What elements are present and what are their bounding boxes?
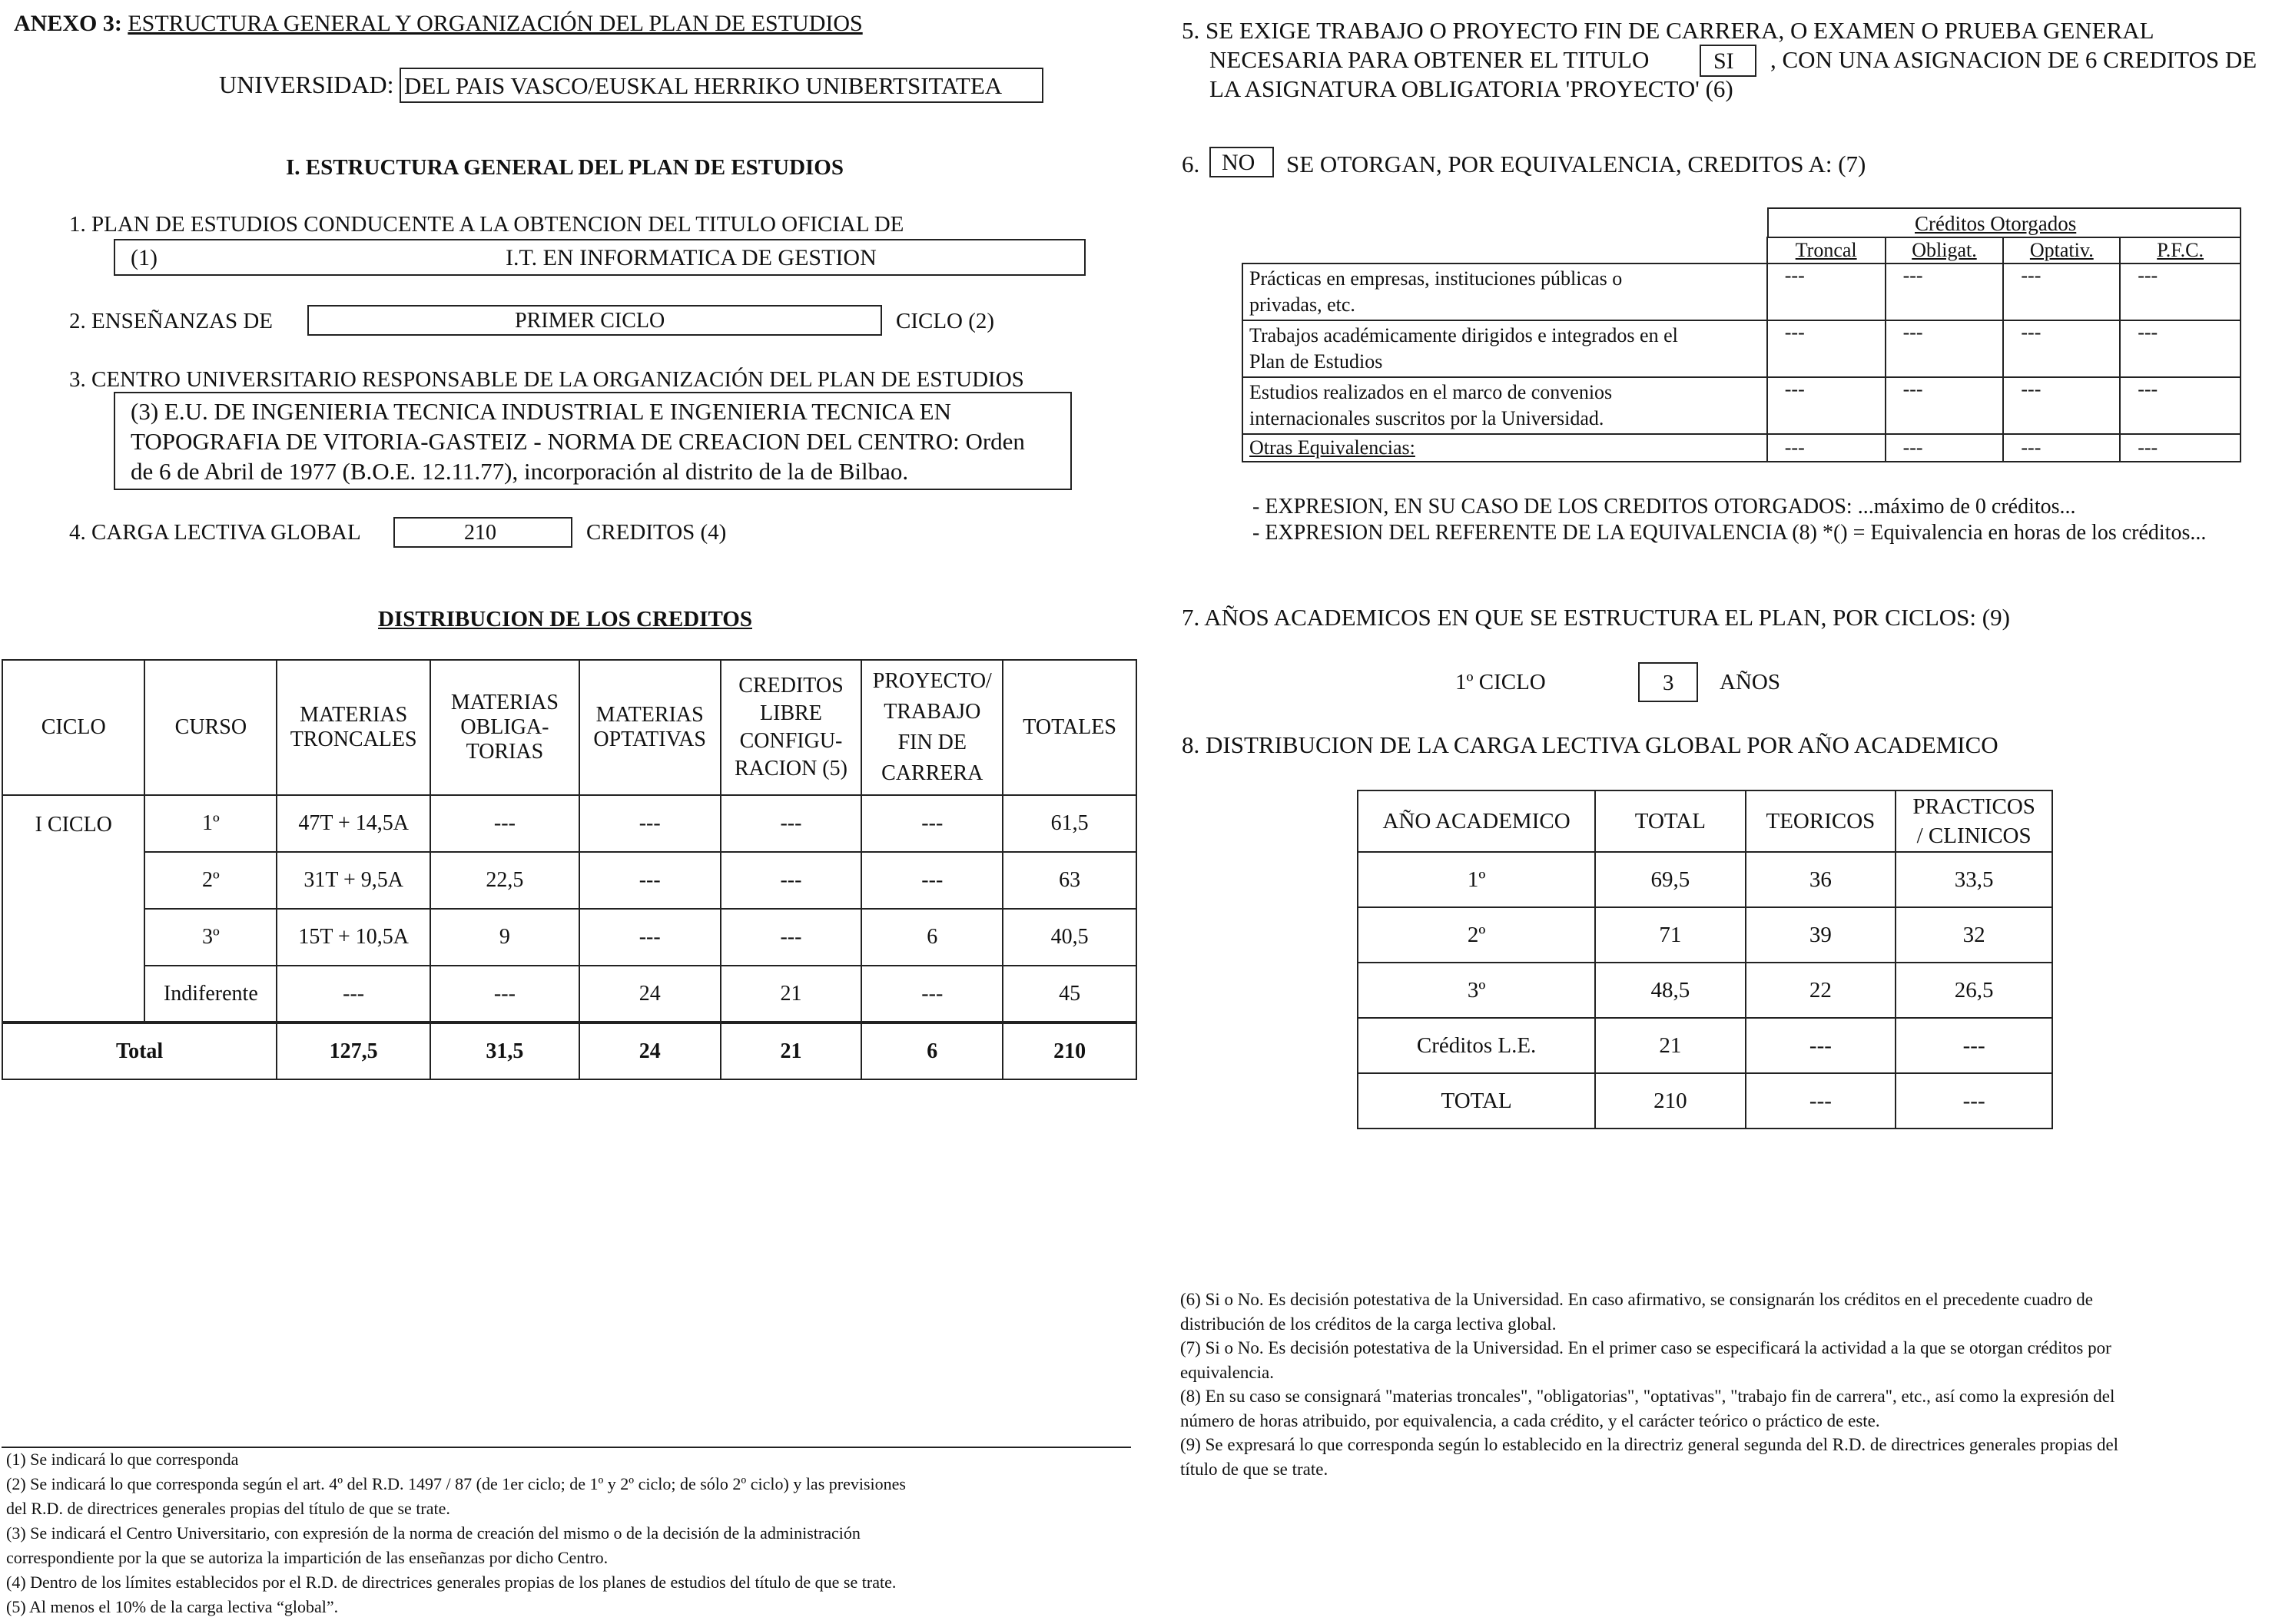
equiv-group-header (1767, 207, 2241, 238)
total-cell: 63 (1003, 852, 1136, 909)
footnote-line: (4) Dentro de los límites establecidos por el R.D. de directrices generales propias de los planes de estudios del título de que se trate. (6, 1573, 897, 1592)
item1-label: 1. PLAN DE ESTUDIOS CONDUCENTE A LA OBTENCION DEL TITULO OFICIAL DE (69, 212, 904, 237)
university-value: DEL PAIS VASCO/EUSKAL HERRIKO UNIBERTSITATEA (404, 72, 1003, 99)
footnote-line: (6) Si o No. Es decisión potestativa de la Universidad. En caso afirmativo, se consignarán los créditos en el precedente cuadro de (1180, 1290, 2093, 1309)
troncales-cell: 31T + 9,5A (277, 852, 430, 909)
item6-value: NO (1222, 150, 1255, 175)
equiv-row-label: Estudios realizados en el marco de convenios internacionales suscritos por la Universidad. (1242, 377, 1767, 434)
footnote-line: título de que se trate. (1180, 1459, 1328, 1479)
item7-unit: AÑOS (1720, 670, 1780, 694)
total-label-cell: Total (2, 1022, 277, 1079)
troncales-cell: 47T + 14,5A (277, 795, 430, 852)
equiv-cell: --- (2003, 263, 2120, 320)
item5-line2a: NECESARIA PARA OBTENER EL TITULO (1209, 46, 1650, 73)
table-row (1242, 377, 2241, 434)
carga-anio-cell: 2º (1358, 907, 1595, 963)
curso-cell: 2º (144, 852, 277, 909)
carga-teoricos-cell: --- (1746, 1073, 1896, 1129)
equiv-cell: --- (1767, 320, 1886, 377)
table-row (1358, 852, 2052, 907)
troncales-cell: --- (277, 966, 430, 1022)
footnote-line: (2) Se indicará lo que corresponda según el art. 4º del R.D. 1497 / 87 (de 1er ciclo; de 1º y 2º ciclo; de sólo 2º ciclo) y las previsiones (6, 1474, 906, 1493)
footnote-line: (8) En su caso se consignará "materias troncales", "obligatorias", "optativas", "trabajo fin de carrera", etc., así como la expresión del (1180, 1387, 2115, 1406)
proyecto-cell: --- (861, 852, 1003, 909)
table-row (2, 852, 1136, 909)
item6-text: SE OTORGAN, POR EQUIVALENCIA, CREDITOS A: (7) (1286, 151, 1866, 177)
equiv-cell: --- (2003, 320, 2120, 377)
libre-cell: --- (721, 852, 862, 909)
equiv-blank-cell (1242, 237, 1767, 263)
proyecto-cell: 6 (861, 909, 1003, 966)
distribution-header-row (2, 660, 1136, 795)
item6-num: 6. (1182, 151, 1200, 177)
header-ciclo: CICLO (2, 660, 144, 795)
footnote-line: del R.D. de directrices generales propias del título de que se trate. (6, 1499, 450, 1518)
item5-line1: 5. SE EXIGE TRABAJO O PROYECTO FIN DE CARRERA, O EXAMEN O PRUEBA GENERAL (1182, 17, 2154, 44)
annex-title: ESTRUCTURA GENERAL Y ORGANIZACIÓN DEL PLAN DE ESTUDIOS (128, 11, 863, 36)
obligatorias-cell: 9 (430, 909, 579, 966)
total-cell: 45 (1003, 966, 1136, 1022)
optativas-cell: --- (579, 852, 721, 909)
equiv-cell: --- (2120, 377, 2241, 434)
carga-teoricos-cell: 22 (1746, 963, 1896, 1018)
item6-box (1209, 147, 1274, 177)
libre-cell: 21 (721, 966, 862, 1022)
carga-anio-cell: TOTAL (1358, 1073, 1595, 1129)
footnote-line: (1) Se indicará lo que corresponda (6, 1450, 239, 1469)
carga-header-total: TOTAL (1595, 790, 1745, 852)
equiv-group-label: Créditos Otorgados (1915, 212, 2077, 235)
item3-label: 3. CENTRO UNIVERSITARIO RESPONSABLE DE LA ORGANIZACIÓN DEL PLAN DE ESTUDIOS (69, 367, 1024, 392)
carga-practicos-cell: 26,5 (1896, 963, 2052, 1018)
optativas-cell: --- (579, 795, 721, 852)
equiv-cell: --- (1767, 434, 1886, 462)
curso-cell: 1º (144, 795, 277, 852)
item1-ref: (1) (131, 245, 158, 270)
item8: 8. DISTRIBUCION DE LA CARGA LECTIVA GLOBAL POR AÑO ACADEMICO (1182, 731, 1998, 758)
equiv-cell: --- (2003, 434, 2120, 462)
item5-line2 (1209, 46, 1649, 74)
header-libre: CREDITOS LIBRE CONFIGU- RACION (5) (721, 660, 862, 795)
carga-teoricos-cell: 39 (1746, 907, 1896, 963)
total-row (2, 1022, 1136, 1079)
expression-1: - EXPRESION, EN SU CASO DE LOS CREDITOS OTORGADOS: ...máximo de 0 créditos... (1252, 495, 2076, 519)
annex-heading: ANEXO 3: ESTRUCTURA GENERAL Y ORGANIZACIÓN DEL PLAN DE ESTUDIOS (14, 11, 863, 36)
footnote-line: (9) Se expresará lo que corresponda según lo establecido en la directriz general segunda del R.D. de directrices generales propias del (1180, 1435, 2119, 1454)
footnote-line: correspondiente por la que se autoriza la impartición de las enseñanzas por dicho Centro. (6, 1548, 609, 1567)
carga-header-teoricos: TEORICOS (1746, 790, 1896, 852)
obligatorias-cell: --- (430, 795, 579, 852)
carga-teoricos-cell: 36 (1746, 852, 1896, 907)
equiv-cell: --- (2120, 263, 2241, 320)
distribution-table (2, 659, 1137, 1080)
item7-value: 3 (1663, 671, 1674, 695)
troncales-cell: 15T + 10,5A (277, 909, 430, 966)
carga-practicos-cell: 33,5 (1896, 852, 2052, 907)
item5-line2b: , CON UNA ASIGNACION DE 6 CREDITOS DE (1770, 46, 2257, 73)
table-row (1358, 963, 2052, 1018)
equiv-cell: --- (2120, 434, 2241, 462)
curso-cell: Indiferente (144, 966, 277, 1022)
header-optativas: MATERIAS OPTATIVAS (579, 660, 721, 795)
grand-total-cell: 210 (1003, 1022, 1136, 1079)
item2-suffix: CICLO (2) (896, 309, 995, 333)
troncales-total-cell: 127,5 (277, 1022, 430, 1079)
item3-line2: TOPOGRAFIA DE VITORIA-GASTEIZ - NORMA DE CREACION DEL CENTRO: Orden (131, 428, 1025, 455)
carga-anio-cell: Créditos L.E. (1358, 1018, 1595, 1073)
item4-value: 210 (464, 521, 496, 545)
item7: 7. AÑOS ACADEMICOS EN QUE SE ESTRUCTURA EL PLAN, POR CICLOS: (9) (1182, 604, 2010, 631)
proyecto-total-cell: 6 (861, 1022, 1003, 1079)
equiv-col-troncal: Troncal (1767, 237, 1886, 263)
table-row (1242, 434, 2241, 462)
item2-value: PRIMER CICLO (515, 309, 665, 333)
carga-practicos-cell: --- (1896, 1073, 2052, 1129)
header-proyecto: PROYECTO/ TRABAJO FIN DE CARRERA (861, 660, 1003, 795)
table-row (2, 795, 1136, 852)
item4-box (393, 517, 572, 548)
equiv-cell: --- (1886, 434, 2004, 462)
table-row (1358, 1018, 2052, 1073)
equiv-cell: --- (1767, 377, 1886, 434)
carga-anio-cell: 3º (1358, 963, 1595, 1018)
carga-total-cell: 210 (1595, 1073, 1745, 1129)
footnote-line: (5) Al menos el 10% de la carga lectiva “global”. (6, 1597, 339, 1616)
footnotes-right (1180, 1288, 2118, 1481)
carga-practicos-cell: 32 (1896, 907, 2052, 963)
table-row (2, 909, 1136, 966)
footnote-line: (3) Se indicará el Centro Universitario, con expresión de la norma de creación del mismo o de la decisión de la administración (6, 1523, 861, 1543)
item4-suffix: CREDITOS (4) (586, 520, 727, 545)
optativas-cell: --- (579, 909, 721, 966)
libre-cell: --- (721, 909, 862, 966)
carga-header-anio: AÑO ACADEMICO (1358, 790, 1595, 852)
header-totales: TOTALES (1003, 660, 1136, 795)
footnotes-left (6, 1447, 906, 1619)
header-obligatorias: MATERIAS OBLIGA- TORIAS (430, 660, 579, 795)
ciclo-cell: I CICLO (2, 795, 144, 1022)
footnote-line: (7) Si o No. Es decisión potestativa de la Universidad. En el primer caso se especificará la actividad a la que se otorgan créditos por (1180, 1338, 2111, 1357)
proyecto-cell: --- (861, 795, 1003, 852)
footnote-line: equivalencia. (1180, 1362, 1274, 1382)
optativas-total-cell: 24 (579, 1022, 721, 1079)
equiv-table (1242, 237, 2241, 462)
carga-total-cell: 71 (1595, 907, 1745, 963)
total-cell: 40,5 (1003, 909, 1136, 966)
item1-box (114, 239, 1086, 276)
proyecto-cell: --- (861, 966, 1003, 1022)
item3-box (114, 392, 1072, 490)
item2-box (307, 305, 882, 336)
item5-value: SI (1713, 48, 1734, 74)
item7-box (1638, 662, 1698, 702)
libre-total-cell: 21 (721, 1022, 862, 1079)
item5-line3: LA ASIGNATURA OBLIGATORIA 'PROYECTO' (6) (1209, 75, 1733, 102)
footnote-line: distribución de los créditos de la carga lectiva global. (1180, 1314, 1557, 1334)
carga-total-cell: 48,5 (1595, 963, 1745, 1018)
equiv-col-obligat: Obligat. (1886, 237, 2004, 263)
equiv-header-row (1242, 237, 2241, 263)
table-row (1242, 320, 2241, 377)
university-box (400, 68, 1043, 103)
carga-practicos-cell: --- (1896, 1018, 2052, 1073)
carga-total-cell: 21 (1595, 1018, 1745, 1073)
obligatorias-cell: --- (430, 966, 579, 1022)
annex-label: ANEXO 3 (14, 11, 114, 36)
equiv-row-label: Otras Equivalencias: (1242, 434, 1767, 462)
equiv-col-optativ: Optativ. (2003, 237, 2120, 263)
expression-2: - EXPRESION DEL REFERENTE DE LA EQUIVALENCIA (8) *() = Equivalencia en horas de los créditos... (1252, 521, 2207, 545)
carga-teoricos-cell: --- (1746, 1018, 1896, 1073)
optativas-cell: 24 (579, 966, 721, 1022)
table-row (1242, 263, 2241, 320)
carga-header-practicos: PRACTICOS / CLINICOS (1896, 790, 2052, 852)
table-row (1358, 907, 2052, 963)
equiv-cell: --- (1886, 377, 2004, 434)
item3-line3: de 6 de Abril de 1977 (B.O.E. 12.11.77), incorporación al distrito de la de Bilbao. (131, 458, 909, 485)
obligatorias-total-cell: 31,5 (430, 1022, 579, 1079)
header-troncales: MATERIAS TRONCALES (277, 660, 430, 795)
distribution-title: DISTRIBUCION DE LOS CREDITOS (378, 607, 752, 631)
item3-line1: (3) E.U. DE INGENIERIA TECNICA INDUSTRIAL E INGENIERIA TECNICA EN (131, 398, 951, 425)
equiv-row-label: Trabajos académicamente dirigidos e integrados en el Plan de Estudios (1242, 320, 1767, 377)
carga-table (1357, 790, 2053, 1129)
item2-label: 2. ENSEÑANZAS DE (69, 309, 274, 333)
item5-box (1700, 45, 1756, 77)
header-curso: CURSO (144, 660, 277, 795)
equiv-cell: --- (1886, 320, 2004, 377)
footnote-line: número de horas atribuido, por equivalencia, a cada crédito, y el carácter teórico o práctico de este. (1180, 1410, 1880, 1430)
equiv-row-label: Prácticas en empresas, instituciones públicas o privadas, etc. (1242, 263, 1767, 320)
equiv-cell: --- (2120, 320, 2241, 377)
carga-anio-cell: 1º (1358, 852, 1595, 907)
equiv-cell: --- (2003, 377, 2120, 434)
libre-cell: --- (721, 795, 862, 852)
curso-cell: 3º (144, 909, 277, 966)
carga-header-row (1358, 790, 2052, 852)
table-row (1358, 1073, 2052, 1129)
section-title: I. ESTRUCTURA GENERAL DEL PLAN DE ESTUDIOS (286, 155, 844, 180)
item1-value: I.T. EN INFORMATICA DE GESTION (506, 245, 877, 270)
table-row (2, 966, 1136, 1022)
item4-label: 4. CARGA LECTIVA GLOBAL (69, 520, 361, 545)
carga-total-cell: 69,5 (1595, 852, 1745, 907)
equiv-cell: --- (1767, 263, 1886, 320)
item7-ciclo: 1º CICLO (1455, 670, 1546, 694)
obligatorias-cell: 22,5 (430, 852, 579, 909)
total-cell: 61,5 (1003, 795, 1136, 852)
university-label: UNIVERSIDAD: (219, 71, 394, 98)
equiv-cell: --- (1886, 263, 2004, 320)
equiv-col-pfc: P.F.C. (2120, 237, 2241, 263)
